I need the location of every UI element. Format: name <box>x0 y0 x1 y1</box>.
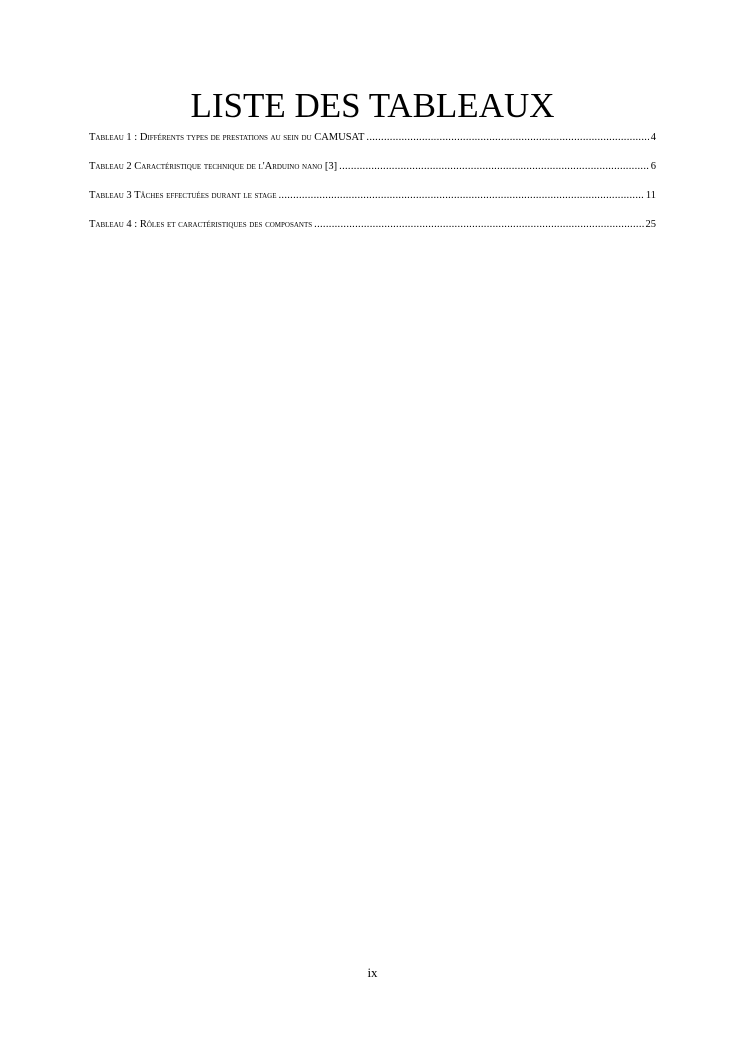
dot-leader <box>278 186 643 206</box>
dot-leader <box>339 157 649 177</box>
table-entry[interactable] <box>89 215 656 244</box>
table-entry-page: 6 <box>650 161 656 172</box>
dot-leader <box>366 128 648 148</box>
table-entry-label: Tableau 4 : Rôles et caractéristiques des composants <box>89 219 313 230</box>
page-title: LISTE DES TABLEAUX <box>190 86 555 125</box>
table-entry-label-extra: CAMUSAT <box>314 132 365 143</box>
table-entry-label-text: Tableau 1 : Différents types de prestations au sein du <box>89 132 312 143</box>
page-number: ix <box>367 965 378 980</box>
table-entry[interactable] <box>89 186 656 215</box>
table-entry[interactable] <box>89 157 656 186</box>
table-entry-label: Tableau 2 Caractéristique technique de l'Arduino nano [3] <box>89 161 338 172</box>
table-entry-label <box>89 128 364 148</box>
table-entry-page: 25 <box>645 219 656 230</box>
table-entry-label: Tableau 3 Tâches effectuées durant le stage <box>89 190 277 201</box>
table-list <box>89 128 656 244</box>
table-entry-page: 4 <box>650 132 656 143</box>
dot-leader <box>314 215 643 235</box>
table-entry-page: 11 <box>645 190 656 201</box>
table-entry[interactable] <box>89 128 656 157</box>
